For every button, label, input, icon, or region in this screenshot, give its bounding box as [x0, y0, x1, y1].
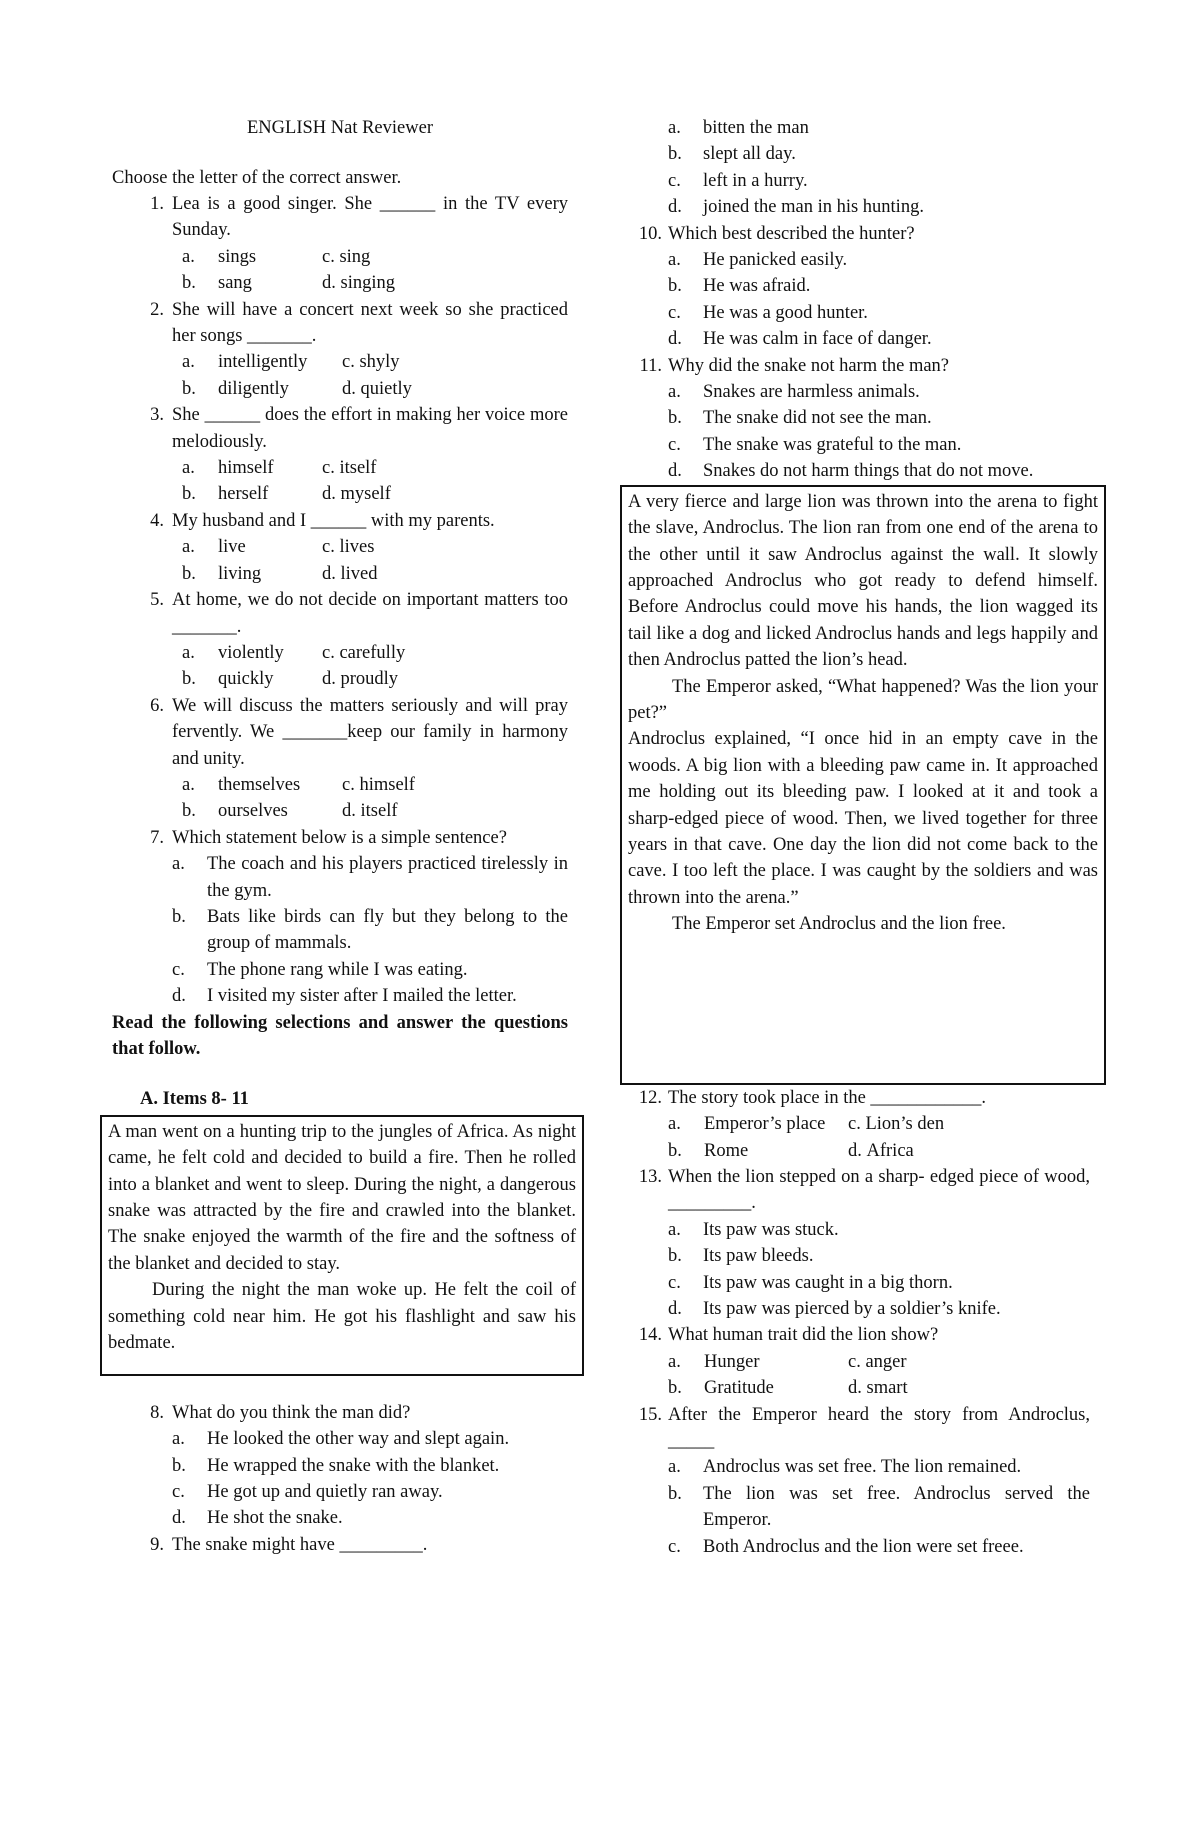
passage-b-paragraph-2: The Emperor asked, “What happened? Was the lion your pet?” — [628, 676, 1098, 723]
question-list-2 — [112, 297, 568, 350]
question-list-7 — [112, 825, 568, 1010]
passage-a-paragraph-1: A man went on a hunting trip to the jungles of Africa. As night came, he felt cold and decided to build a fire. Then he rolled into a blanket and went to sleep. During the night, a dangerous snake was attracted by the fire and crawled into the blanket. The snake enjoyed the warmth of the fire and the softness of the blanket and decided to stay. — [108, 1121, 576, 1274]
option-b: b. ourselves — [182, 801, 288, 822]
question-2-options — [112, 349, 568, 402]
question-7-options — [172, 851, 568, 1009]
option-d: d. myself — [322, 484, 391, 505]
option-b: b. sang — [182, 273, 252, 294]
question-list-8-9 — [112, 1400, 568, 1558]
option-c: c. left in a hurry. — [668, 170, 808, 191]
question-number: 7. — [150, 827, 164, 848]
option-c: c. lives — [322, 537, 375, 558]
option-a: a. sings — [182, 246, 257, 267]
question-4 — [112, 508, 568, 534]
instruction-text: Choose the letter of the correct answer. — [112, 168, 402, 188]
question-number: 13. — [638, 1166, 662, 1187]
question-text: At home, we do not decide on important matters too _______. — [172, 590, 568, 637]
question-4-options — [112, 534, 568, 587]
question-number: 1. — [150, 194, 164, 214]
option-b: b. slept all day. — [668, 144, 796, 165]
question-12 — [632, 1085, 1090, 1164]
passage-b-box — [620, 485, 1106, 1085]
option-b: b. He was afraid. — [668, 276, 811, 297]
question-list-6 — [112, 693, 568, 772]
option-a: a. Hunger — [668, 1351, 760, 1372]
option-d: d. He was calm in face of danger. — [668, 329, 932, 350]
passage-a-paragraph-2: During the night the man woke up. He felt the coil of something cold near him. He got his flashlight and saw his bedmate. — [108, 1280, 576, 1354]
option-b: b. The snake did not see the man. — [668, 408, 932, 429]
option-c: c. Both Androclus and the lion were set freee. — [668, 1536, 1024, 1557]
question-14 — [632, 1322, 1090, 1401]
option-c: c. itself — [322, 458, 377, 479]
question-9 — [112, 1532, 568, 1558]
option-b: b. living — [182, 563, 262, 584]
read-instruction: Read the following selections and answer the questions that follow. — [112, 1012, 568, 1059]
option-b: b. He wrapped the snake with the blanket. — [172, 1455, 500, 1476]
option-b: b. The lion was set free. Androclus served the Emperor. — [668, 1483, 1090, 1531]
question-1-options — [112, 244, 568, 297]
question-list-10-11 — [632, 221, 1090, 485]
question-text: My husband and I ______ with my parents. — [172, 510, 495, 531]
question-text: The story took place in the ____________. — [668, 1087, 987, 1108]
question-text: After the Emperor heard the story from Androclus, _____ — [668, 1404, 1090, 1451]
question-3 — [112, 402, 568, 455]
option-d: d. itself — [342, 801, 398, 822]
passage-b-paragraph-3: Androclus explained, “I once hid in an empty cave in the woods. A big lion with a bleeding paw came in. It approached me holding out its bleeding paw. I looked at it and took a sharp-edged piece of wood. Then, we lived together for three years in that cave. One day the lion did not come back to the cave. I too left the place. I was caught by the soldiers and was thrown into the arena.” — [628, 729, 1098, 908]
option-d: d. quietly — [342, 378, 412, 399]
question-text: She ______ does the effort in making her voice more melodiously. — [172, 405, 568, 452]
option-a: a. He panicked easily. — [668, 250, 848, 271]
left-column — [108, 115, 576, 1558]
option-c: c. Its paw was caught in a big thorn. — [668, 1272, 953, 1293]
passage-a-box — [100, 1115, 584, 1376]
question-list-4 — [112, 508, 568, 534]
page-title: ENGLISH Nat Reviewer — [247, 118, 433, 138]
option-c: c. anger — [848, 1351, 907, 1372]
question-1 — [112, 191, 568, 244]
option-d: d. He shot the snake. — [172, 1508, 343, 1529]
option-d: d. Its paw was pierced by a soldier’s knife. — [668, 1298, 1001, 1319]
question-3-options — [112, 455, 568, 508]
question-list-1-6 — [112, 191, 568, 244]
question-12-options — [668, 1111, 1090, 1164]
option-a: a. He looked the other way and slept again. — [172, 1429, 510, 1450]
option-a: a. intelligently — [182, 352, 308, 373]
option-d: d. Africa — [848, 1140, 914, 1161]
option-d: d. lived — [322, 563, 378, 584]
question-number: 2. — [150, 299, 164, 320]
question-number: 5. — [150, 590, 164, 611]
option-a: a. Androclus was set free. The lion remained. — [668, 1457, 1022, 1478]
question-text: Which statement below is a simple sentence? — [172, 827, 507, 848]
option-a: a. themselves — [182, 774, 301, 795]
option-c: c. He was a good hunter. — [668, 302, 868, 323]
question-6-options — [112, 772, 568, 825]
option-c: c. himself — [342, 774, 415, 795]
question-text: Which best described the hunter? — [668, 223, 915, 244]
option-c: c. Lion’s den — [848, 1114, 945, 1135]
question-text: She will have a concert next week so she practiced her songs _______. — [172, 299, 568, 347]
question-text: What human trait did the lion show? — [668, 1325, 939, 1346]
question-11 — [632, 353, 1090, 485]
option-b: b. quickly — [182, 669, 274, 690]
question-8 — [112, 1400, 568, 1532]
option-c: c. shyly — [342, 352, 400, 373]
question-number: 12. — [638, 1087, 662, 1108]
question-number: 15. — [638, 1404, 662, 1425]
option-d: d. joined the man in his hunting. — [668, 197, 924, 218]
question-14-options — [668, 1349, 1090, 1402]
option-b: b. diligently — [182, 378, 289, 399]
question-number: 14. — [638, 1325, 662, 1346]
option-d: d. Snakes do not harm things that do not move. — [668, 461, 1034, 482]
question-15 — [632, 1402, 1090, 1560]
question-number: 10. — [638, 223, 662, 244]
question-13 — [632, 1164, 1090, 1322]
option-c: c. He got up and quietly ran away. — [172, 1482, 443, 1503]
question-text: The snake might have _________. — [172, 1534, 428, 1555]
option-a: a. Snakes are harmless animals. — [668, 382, 920, 403]
question-number: 6. — [150, 695, 164, 716]
option-a: a. himself — [182, 458, 274, 479]
question-list-5 — [112, 587, 568, 640]
option-b: b. herself — [182, 484, 269, 505]
question-text: We will discuss the matters seriously and will pray fervently. We _______keep our family in harmony and unity. — [172, 695, 568, 769]
option-d: d. smart — [848, 1378, 908, 1399]
option-d: d. proudly — [322, 669, 399, 690]
question-13-options — [668, 1217, 1090, 1323]
question-10-options — [668, 247, 1090, 353]
option-c: c. The snake was grateful to the man. — [668, 434, 962, 455]
question-9-options — [632, 115, 1090, 221]
option-a: a. violently — [182, 642, 284, 663]
question-15-options — [668, 1454, 1090, 1560]
option-d: d. singing — [322, 273, 395, 294]
passage-b-paragraph-4: The Emperor set Androclus and the lion free. — [672, 914, 1006, 935]
option-c: c. The phone rang while I was eating. — [172, 959, 468, 980]
question-number: 3. — [150, 405, 164, 426]
option-d: d. I visited my sister after I mailed the letter. — [172, 986, 517, 1007]
option-a: a. Emperor’s place — [668, 1114, 826, 1135]
option-b: b. Its paw bleeds. — [668, 1246, 814, 1267]
question-number: 11. — [639, 355, 662, 376]
option-b: b. Bats like birds can fly but they belong to the group of mammals. — [172, 906, 568, 954]
option-c: c. carefully — [322, 642, 406, 663]
question-number: 4. — [150, 510, 164, 531]
option-c: c. sing — [322, 246, 371, 267]
question-number: 8. — [150, 1402, 164, 1423]
question-10 — [632, 221, 1090, 353]
question-5-options — [112, 640, 568, 693]
option-a: a. live — [182, 537, 246, 558]
question-text: Why did the snake not harm the man? — [668, 355, 950, 376]
option-b: b. Rome — [668, 1140, 749, 1161]
question-11-options — [668, 379, 1090, 485]
question-text: When the lion stepped on a sharp- edged piece of wood, _________. — [668, 1166, 1090, 1214]
question-number: 9. — [150, 1534, 164, 1555]
question-list-12-15 — [632, 1085, 1090, 1560]
section-a-heading: A. Items 8- 11 — [140, 1089, 249, 1110]
question-text: Lea is a good singer. She ______ in the TV every Sunday. — [172, 194, 568, 241]
passage-b-paragraph-1: A very fierce and large lion was thrown into the arena to fight the slave, Androclus. The lion ran from one end of the arena to the other until it saw Androclus against the wall. It slowly approached Androclus who got ready to defend himself. Before Androclus could move his hands, the lion wagged its tail like a dog and licked Androclus hands and legs happily and then Androclus patted the lion’s head. — [628, 491, 1098, 671]
question-7 — [112, 825, 568, 1010]
question-list-3 — [112, 402, 568, 455]
option-b: b. Gratitude — [668, 1378, 774, 1399]
option-a: a. bitten the man — [668, 118, 809, 138]
option-a: a. Its paw was stuck. — [668, 1219, 839, 1240]
question-6 — [112, 693, 568, 772]
right-column — [628, 115, 1098, 1560]
question-5 — [112, 587, 568, 640]
question-text: What do you think the man did? — [172, 1402, 411, 1423]
question-8-options — [172, 1426, 568, 1532]
question-2 — [112, 297, 568, 350]
option-a: a. The coach and his players practiced tirelessly in the gym. — [172, 854, 568, 901]
